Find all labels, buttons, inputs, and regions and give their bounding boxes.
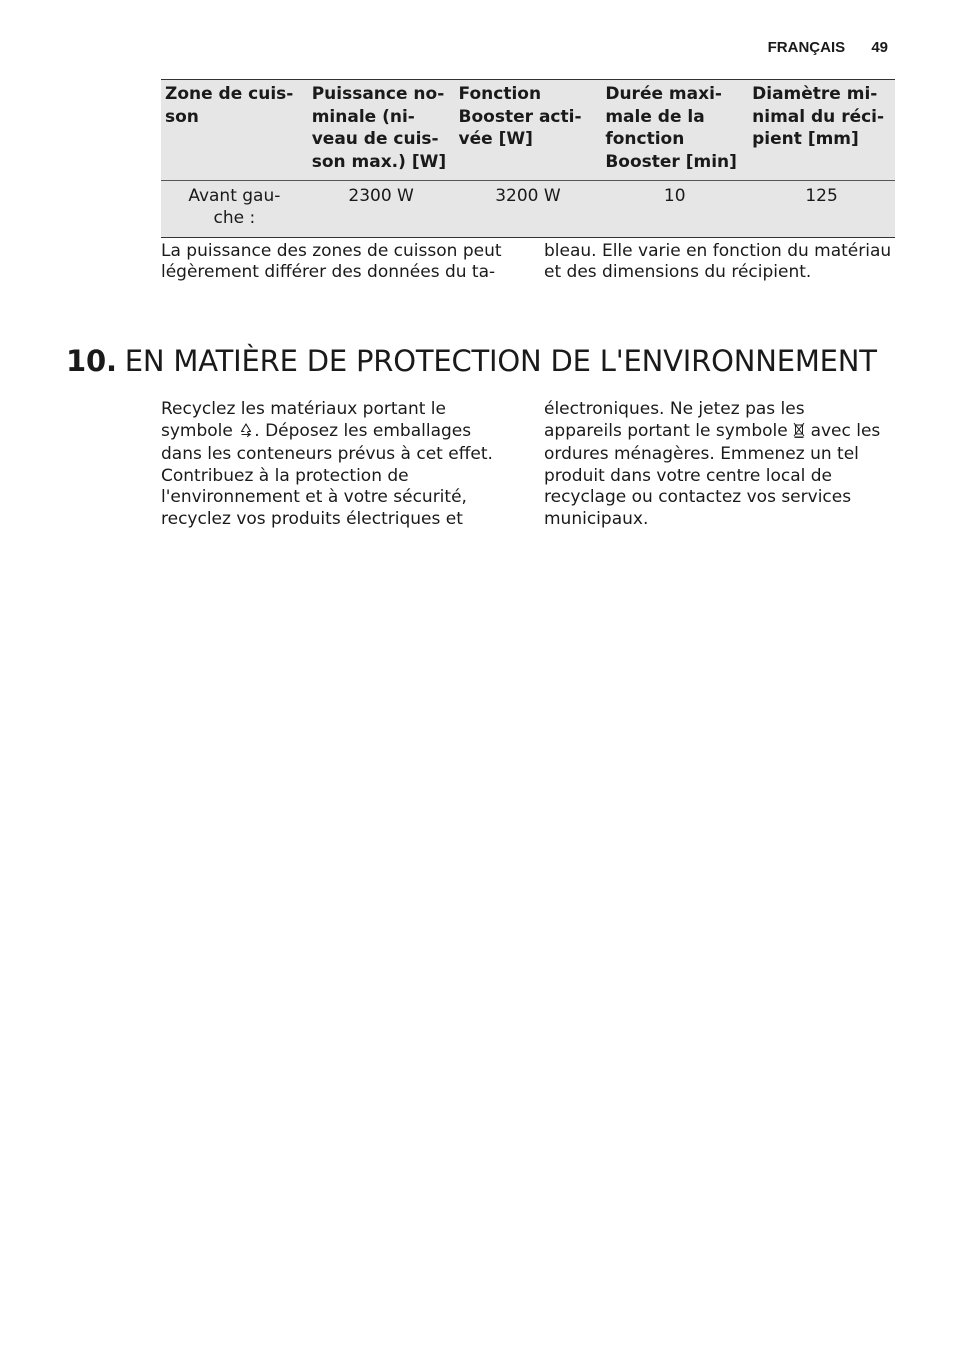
- column-header: Durée maxi- male de la fonction Booster [min]: [601, 80, 748, 181]
- weee-paragraph: [544, 399, 884, 531]
- table-cell: 3200 W: [455, 181, 602, 238]
- recycle-paragraph: [161, 399, 501, 466]
- table-cell: Avant gau- che :: [161, 181, 308, 238]
- column-header: Puissance no- minale (ni- veau de cuis- son max.) [W]: [308, 80, 455, 181]
- body-column-left: [161, 399, 501, 531]
- table-cell: 10: [601, 181, 748, 238]
- environment-paragraph: Contribuez à la protection de l'environnement et à votre sécurité, recyclez vos produits électriques et: [161, 465, 467, 529]
- page-header: [768, 39, 888, 56]
- table-body: [161, 181, 895, 238]
- body-column-right: [544, 399, 884, 531]
- table-cell: 125: [748, 181, 895, 238]
- table-cell: 2300 W: [308, 181, 455, 238]
- table-header-row: [161, 80, 895, 181]
- section-heading: [66, 344, 877, 378]
- text-segment: électroniques. Ne jetez pas les appareils portant le symbole: [544, 399, 805, 441]
- column-header: Zone de cuis- son: [161, 80, 308, 181]
- booster-table: [161, 79, 895, 238]
- text-segment: avec les ordures ménagères. Emmenez un tel produit dans votre centre local de recyclage ou contactez vos services municipaux.: [544, 420, 881, 529]
- table-note-left: La puissance des zones de cuisson peut légèrement différer des données du ta-: [161, 241, 502, 282]
- page-number: 49: [871, 39, 888, 56]
- table-row: [161, 181, 895, 238]
- table-note-right: bleau. Elle varie en fonction du matériau et des dimensions du récipient.: [544, 241, 892, 282]
- crossed-bin-icon: [793, 422, 805, 445]
- column-header: Diamètre mi- nimal du réci- pient [mm]: [748, 80, 895, 181]
- column-header: Fonction Booster acti- vée [W]: [455, 80, 602, 181]
- section-number: 10.: [66, 344, 117, 378]
- text-segment: Recyclez les matériaux portant le symbole: [161, 399, 446, 441]
- section-title: EN MATIÈRE DE PROTECTION DE L'ENVIRONNEMENT: [124, 344, 877, 378]
- recycle-icon: [238, 422, 254, 445]
- language-label: FRANÇAIS: [767, 39, 846, 56]
- text-segment: . Déposez les emballages dans les conteneurs prévus à cet effet.: [161, 420, 493, 465]
